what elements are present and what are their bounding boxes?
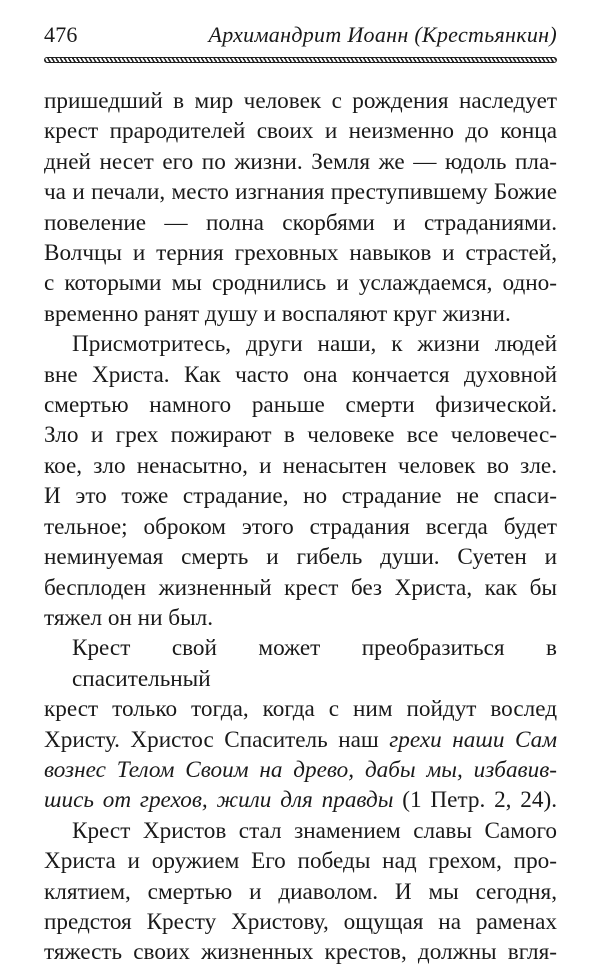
text-line: тельное; оброком этого страдания всегда будет	[44, 513, 557, 540]
text-line: вне Христа. Как часто она кончается духовной	[44, 361, 557, 388]
text-line-with-quote	[44, 725, 557, 755]
text-line: смертью намного раньше смерти физической.	[44, 392, 557, 419]
paragraph-1	[44, 86, 557, 329]
scripture-quote: шись от грехов, жили для правды	[44, 787, 394, 814]
page-header	[44, 22, 557, 54]
text-line: предстоя Кресту Христову, ощущая на раменах	[44, 908, 557, 935]
text-line: с которыми мы сроднились и услаждаемся, одно-	[44, 270, 557, 297]
text-line: тяжесть своих жизненных крестов, должны вгля-	[44, 939, 557, 966]
text-line-with-quote	[44, 785, 557, 815]
scripture-quote: грехи наши Сам	[389, 726, 557, 753]
text-line: бесплоден жизненный крест без Христа, как бы	[44, 574, 557, 601]
text-line: тяжел он ни был.	[44, 604, 214, 631]
text-line: крест прародителей своих и неизменно до конца	[44, 118, 557, 145]
scripture-reference: (1 Петр. 2, 24).	[393, 787, 557, 814]
scripture-quote: вознес Телом Своим на древо, дабы мы, избавив-	[44, 756, 557, 783]
text-line: повеление — полна скорбями и страданиями.	[44, 209, 557, 236]
body-text	[44, 86, 557, 968]
running-title: Архимандрит Иоанн (Крестьянкин)	[208, 22, 557, 47]
text-line: пришедший в мир человек с рождения наследует	[44, 88, 557, 114]
text-line: ча и печали, место изгнания преступившему Божие	[44, 179, 557, 206]
page-number: 476	[44, 22, 78, 47]
text-line: дней несет его по жизни. Земля же — юдоль пла-	[44, 148, 557, 175]
text-line: неминуемая смерть и гибель души. Суетен и	[44, 544, 557, 571]
paragraph-2	[44, 329, 557, 633]
text-line: клятием, смертью и диаволом. И мы сегодня,	[44, 878, 557, 905]
text-line: Зло и грех пожирают в человеке все человечес-	[44, 422, 557, 449]
text-line: Крест свой может преобразиться в спасительный	[72, 635, 557, 692]
text-line: временно ранят душу и воспаляют круг жизни.	[44, 300, 511, 327]
text-line: Волчцы и терния греховных навыков и страстей,	[44, 240, 557, 267]
text-line: И это тоже страдание, но страдание не спаси-	[44, 483, 557, 510]
plain-text: Христу. Христос Спаситель наш	[44, 726, 390, 753]
text-line: кое, зло ненасытно, и ненасытен человек во зле.	[44, 452, 557, 479]
paragraph-3	[44, 633, 557, 815]
paragraph-4	[44, 816, 557, 968]
text-line: Присмотритесь, други наши, к жизни людей	[72, 331, 557, 358]
rope-divider	[44, 57, 557, 63]
text-line: Крест Христов стал знамением славы Самого	[72, 817, 557, 844]
text-line: крест только тогда, когда с ним пойдут вослед	[44, 696, 557, 723]
text-line: Христа и оружием Его победы над грехом, про-	[44, 848, 557, 875]
